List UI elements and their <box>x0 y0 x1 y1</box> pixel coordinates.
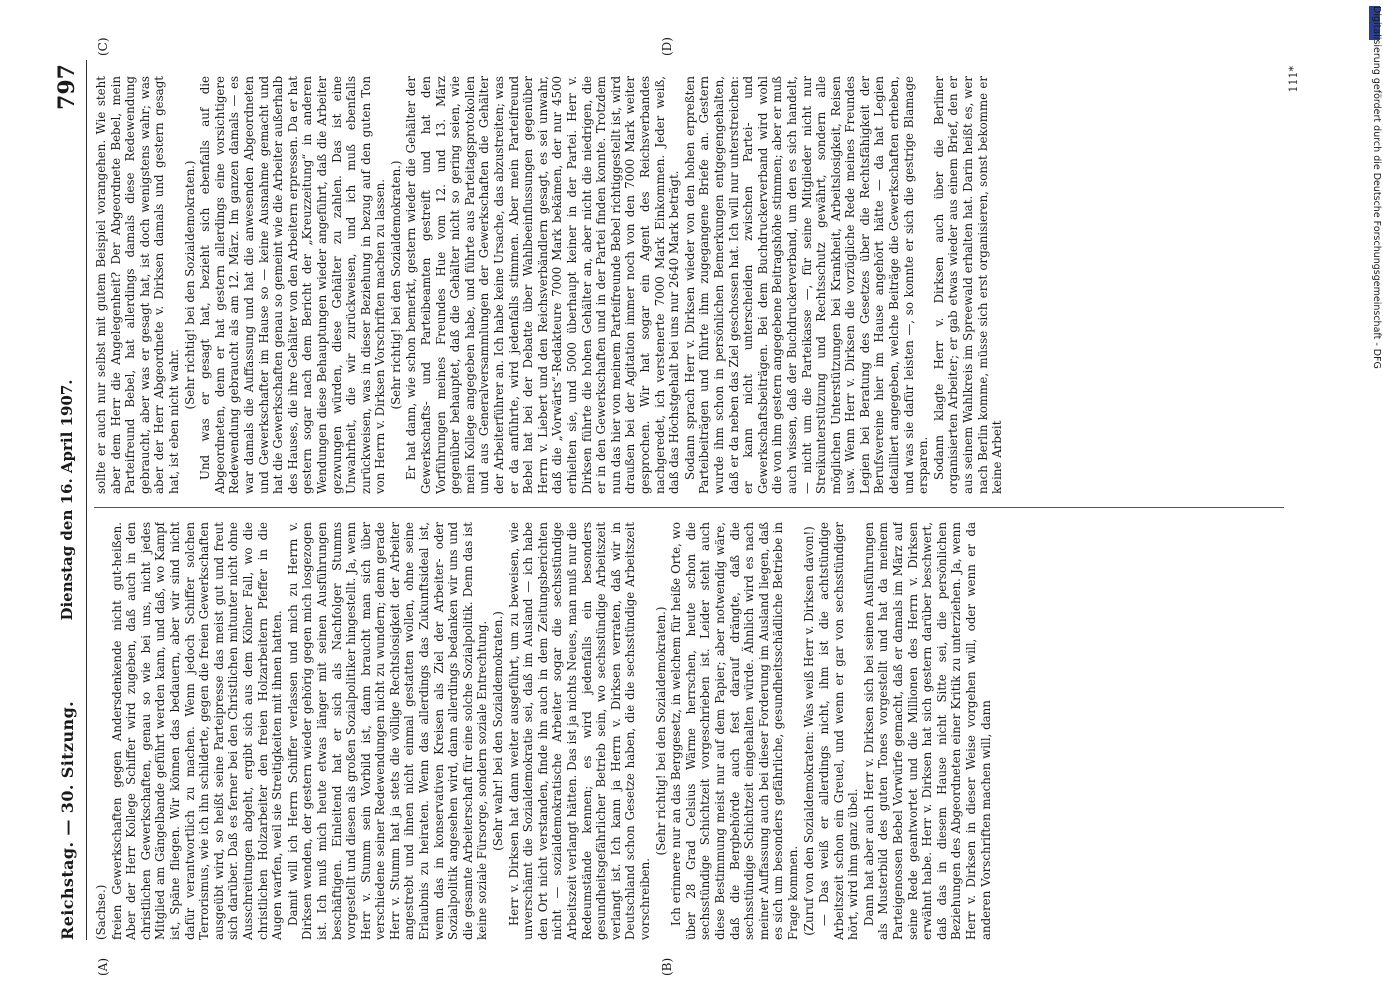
page-header <box>52 60 86 940</box>
interjection: (Zuruf von den Sozialdemokraten: Was weiß Herr v. Dirksen davon!) <box>801 526 816 936</box>
digitization-credit-text: Digitalisierung gefördert durch die Deutsche Forschungsgemeinschaft - DFG <box>1371 6 1382 369</box>
column-divider <box>94 507 1284 508</box>
paragraph: Er hat dann, wie schon bemerkt, gestern wieder die Gehälter der Gewerkschafts- und Parteibeamten gestreift und hat den Vorführungen meines Freundes Hue vom 12. und 13. März gegenüber behauptet, daß die Gehälter nicht so gering seien, wie mein Kollege angegeben habe, und führte aus Parteitagsprotokollen und aus Generalversammlungen der Gewerkschaften die Gehälter der Arbeiterführer an. Ich habe keine Ursache, das abzustreiten; was er da anführte, wird jedenfalls stimmen. Aber mein Parteifreund Bebel hat bei der Debatte über Wahlbeeinflussungen gegenüber Herrn v. Liebert und den Reichsverbändlern gesagt, es sei unwahr, daß die „Vorwärts“-Redakteure 7000 Mark bekämen, der nur 4500 erhielten sie, und 5000 überhaupt keiner in der Partei. Herr v. Dirksen führte die hohen Gehälter an, aber nicht die niedrigen, die er in den Gewerkschaften und in der Partei finden konnte. Trotzdem nun das hier von meinem Parteifreunde Bebel richtiggestellt ist, wird draußen bei der Agitation immer noch von den 7000 Mark weiter gesprochen. Wir hat sogar ein Agent des Reichsverbandes nachgeredet, ich verstenerte 7000 Mark Einkommen. Jeder weiß, daß das Höchstgehalt bei uns nur 2640 Mark beträgt. <box>404 76 682 494</box>
margin-marker-b: (B) <box>660 957 674 976</box>
interjection: (Sehr wahr! bei den Sozialdemokraten.) <box>491 611 506 851</box>
paragraph: freien Gewerkschaften gegen Andersdenkende nicht gut-heißen. Aber der Herr Kollege Schiffer wird zugeben, daß auch in den christlichen Gewerkschaften, genau so wie bei uns, nicht jedes Mitglied am Gängelbande geführt werden kann, und daß, wo Kampf ist, Späne fliegen. Wir können das bedauern, aber wir sind nicht dafür verantwortlich zu machen. Wenn jedoch Schiffer solchen Terrorismus, wie ich ihn schilderte, gegen die freien Gewerkschaften ausgeübt wird, so heißt seine Parteipresse das meist gut und freut sich darüber. Daß es ferner bei den Christlichen mitunter nicht ohne Ausschreitungen abgeht, ergibt sich aus dem Kölner Fall, wo die christlichen Holzarbeiter den freien Holzarbeitern Pfeffer in die Augen warfen, weil sie Streitigkeiten mit ihnen hatten. <box>109 522 285 940</box>
header-rule <box>86 60 87 940</box>
paragraph: Dann hat aber auch Herr v. Dirksen sich bei seinen Ausführungen als Musterbild des guten Tones vorgestellt und hat da meinem Parteigenossen Bebel Vorwürfe gemacht, daß er damals im März auf seine Rede geantwortet und die Millionen des Herrn v. Dirksen erwähnt habe. Herr v. Dirksen hat sich gestern darüber beschwert, daß das in diesem Hause nicht Sitte sei, die persönlichen Beziehungen des Abgeordneten einer Kritik zu unterziehen. Ja, wenn Herr v. Dirksen in dieser Weise vorgehen will, oder wenn er da anderen Vorschriften machen will, dann <box>861 522 993 940</box>
paragraph: sollte er auch nur selbst mit gutem Beispiel vorangehen. Wie steht aber dem Herr die Angelegenheit? Der Abgeordnete Bebel, mein Parteifreund Bebel, hat allerdings damals diese Redewendung gebraucht, aber was er gesagt hat, ist doch wenigstens wahr; was aber der Herr Abgeordnete v. Dirksen damals und gestern gesagt hat, ist eben nicht wahr. <box>94 76 181 494</box>
page-number: 797 <box>54 64 80 110</box>
paragraph: Sodann klagte Herr v. Dirksen auch über die Berliner organisierten Arbeiter; er gab etwas wieder aus einem Brief, den er aus seinem Wahlkreis im Spreewald erhalten hat. Darin heißt es, wer nach Berlin komme, müsse sich erst organisieren, sonst bekomme er keine Arbeit <box>931 76 1005 494</box>
margin-marker-d: (D) <box>660 37 674 56</box>
margin-marker-a: (A) <box>96 957 110 976</box>
text-column-right <box>94 76 1302 494</box>
margin-marker-c: (C) <box>96 37 110 56</box>
interjection: (Sehr richtig! bei den Sozialdemokraten.) <box>653 606 668 856</box>
speaker-tag: (Sachse.) <box>94 884 108 940</box>
rotated-page <box>52 37 1304 976</box>
text-column-left <box>94 522 1302 940</box>
paragraph: — Das weiß er allerdings nicht, ihm ist die achtstündige Arbeitszeit schon ein Greuel, und wenn er gar von sechsstündiger hört, wird ihm ganz übel. <box>817 522 861 940</box>
paragraph: Ich erinnere nur an das Berggesetz, in welchem für heiße Orte, wo über 28 Grad Celsius Wärme herrschen, heute schon die sechsstündige Schichtzeit vorgeschrieben ist. Leider steht auch diese Bestimmung meist nur auf dem Papier; aber notwendig wäre, daß die Bergbehörde auch fest darauf drängte, daß die sechsstündige Schichtzeit eingehalten würde. Ähnlich wird es nach meiner Auffassung auch bei dieser Forderung im Ausland liegen, daß es sich um besonders gefährliche, gesundheitsschädliche Betriebe in Frage kommen. <box>669 522 800 940</box>
paragraph: Herr v. Dirksen hat dann weiter ausgeführt, um zu beweisen, wie unverschämt die Sozialdemokratie sei, daß im Ausland — ich habe den Ort nicht verstanden, finde ihn auch in dem Zeitungsberichten nicht — sozialdemokratische Arbeiter sogar die sechsstündige Arbeitszeit verlangt hätten. Das ist ja nichts Neues, man muß nur die Redeumstände kennen; es wird jedenfalls ein besonders gesundheitsgefährlicher Betrieb sein, wo sechsstündige Arbeitszeit verlangt ist. Ich kann ja Herrn v. Dirksen verraten, daß wir in Deutschland schon Gesetze haben, die die sechsstündige Arbeitszeit vorschreiben. <box>506 522 652 940</box>
paragraph: Und was er gesagt hat, bezieht sich ebenfalls auf die Abgeordneten, denn er hat gestern allerdings eine vorsichtigere Redewendung gebraucht als am 12. März. Im ganzen damals — es war damals die Auffassung und hat die anwesenden Abgeordneten und Gewerkschafter im Hause so — keine Ausnahme gemacht und hat die Gewerkschaften genau so gemeint wie die Arbeiter außerhalb des Hauses, die ihre Gehälter von den Arbeitern erpressen. Da er hat gestern sogar nach dem Bericht der „Kreuzzeitung“ in anderen Wendungen diese Behauptungen wieder angeführt, daß die Arbeiter gezwungen würden, diese Gehälter zu zahlen. Das ist eine Unwahrheit, die wir zurückweisen, und ich muß ebenfalls zurückweisen, was in dieser Beziehung in bezug auf den guten Ton von Herrn v. Dirksen Vorschriften machen zu lassen. <box>198 76 388 494</box>
digitization-credit <box>1370 6 1383 996</box>
signature-mark: 111* <box>1287 66 1300 93</box>
interjection: (Sehr richtig! bei den Sozialdemokraten.) <box>388 160 403 410</box>
session-date: Dienstag den 16. April 1907. <box>58 379 76 621</box>
paragraph: Damit will ich Herrn Schiffer verlassen und mich zu Herrn v. Dirksen wenden, der gestern wieder gehörig gegen mich losgezogen ist. Ich muß mich heute etwas länger mit seinen Ausführungen beschäftigen. Einleitend hat er sich als Nachfolger Stumms vorgestellt und diesen als großen Sozialpolitiker hingestellt. Ja, wenn Herr v. Stumm sein Vorbild ist, dann braucht man sich über verschiedene seiner Redewendungen nicht zu wundern; denn gerade Herr v. Stumm hat ja stets die völlige Rechtslosigkeit der Arbeiter angestrebt und ihnen nicht einmal gestatten wollen, ohne seine Erlaubnis zu heiraten. Wenn das allerdings das Zukunftsideal ist, wenn das in konservativen Kreisen als Ziel der Arbeiter- oder Sozialpolitik angesehen wird, dann allerdings bedanken wir uns und die gesamte Arbeiterschaft für eine solche Sozialpolitik. Denn das ist keine soziale Fürsorge, sondern soziale Entrechtung. <box>285 522 490 940</box>
paragraph: Sodann sprach Herr v. Dirksen wieder von den hohen erpreßten Parteibeiträgen und führte ihm zugegangene Briefe an. Gestern wurde ihm schon in persönlichen Bemerkungen entgegengehalten, daß er da neben das Ziel geschossen hat. Ich will nur unterstreichen: er kann nicht unterscheiden zwischen Partei- und Gewerkschaftsbeiträgen. Bei dem Buchdruckerverband wird wohl die von ihm gestern angegebene Beitragshöhe stimmen; aber er muß auch wissen, daß der Buchdruckerverband, um den es sich handelt, — nicht um die Parteikasse —, für seine Mitglieder nicht nur Streikunterstützung und Rechtsschutz gewährt, sondern alle möglichen Unterstützungen bei Krankheit, Arbeitslosigkeit, Reisen usw. Wenn Herr v. Dirksen die vorzügliche Rede meines Freundes Legien bei Beratung des Gesetzes über die Rechtsfähigkeit der Berufsvereine hier im Hause angehört hätte — da hat Legien detailliert angegeben, welche Beiträge die Gewerkschaften erheben, und was sie dafür leisten —, so konnte er sich die gestrige Blamage ersparen. <box>682 76 931 494</box>
interjection: (Sehr richtig! bei den Sozialdemokraten.) <box>182 160 197 410</box>
running-title: Reichstag. — 30. Sitzung. <box>58 700 77 940</box>
